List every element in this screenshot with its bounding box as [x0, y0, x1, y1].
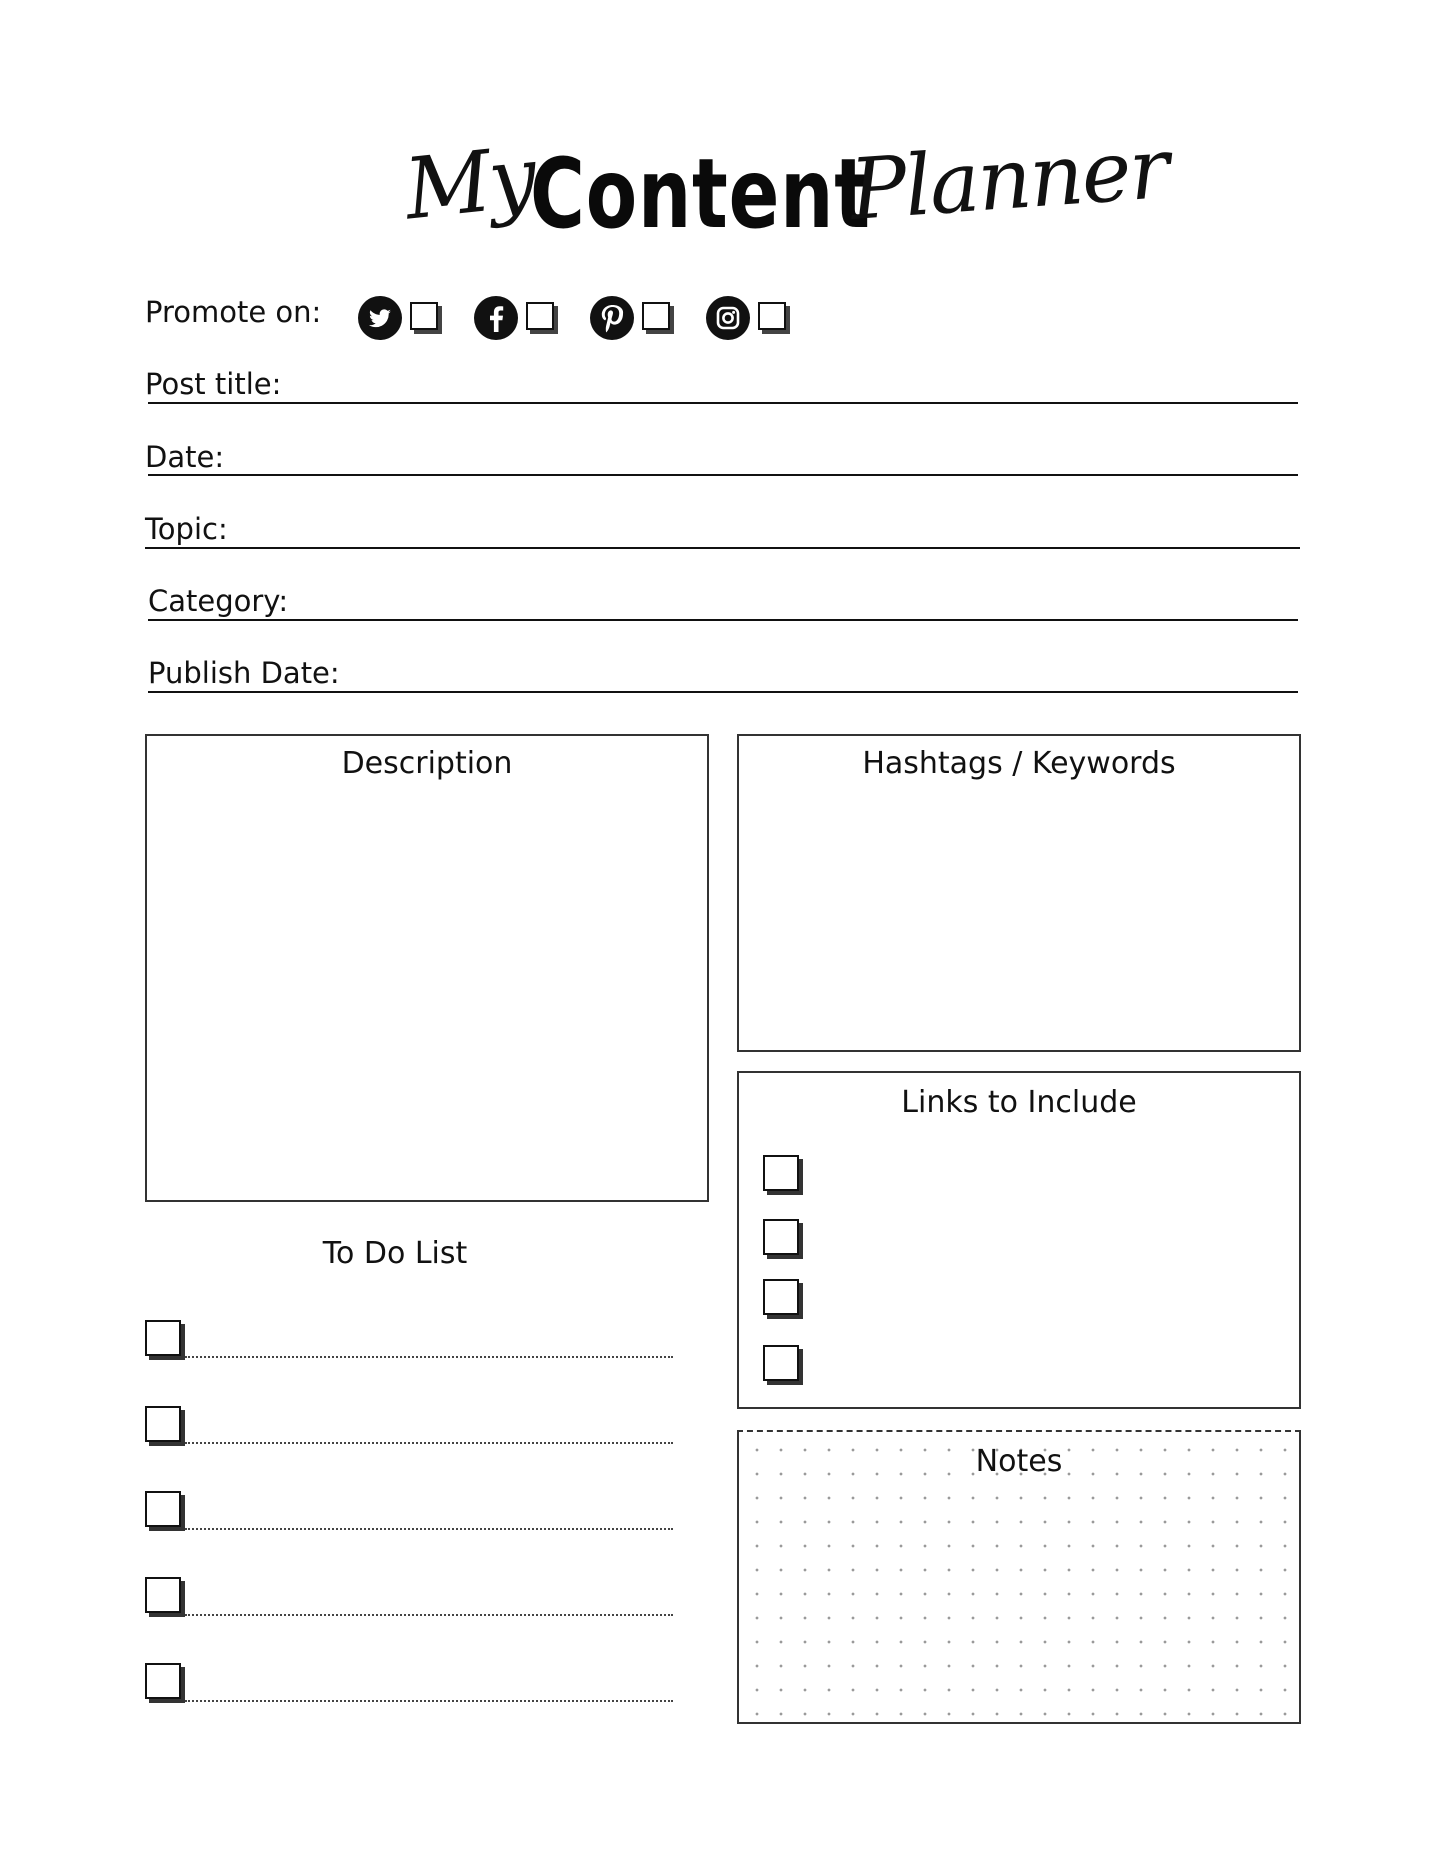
category-label: Category: [148, 584, 289, 618]
links-box [737, 1071, 1301, 1409]
todo-line-4[interactable] [185, 1614, 673, 1616]
todo-checkbox-3[interactable] [145, 1491, 181, 1527]
links-title: Links to Include [901, 1085, 1137, 1120]
twitter-checkbox[interactable] [410, 302, 438, 330]
link-checkbox-2[interactable] [763, 1219, 799, 1255]
todo-line-5[interactable] [185, 1700, 673, 1702]
notes-box[interactable] [737, 1430, 1301, 1724]
category-line[interactable] [148, 619, 1298, 621]
pinterest-icon [590, 296, 634, 340]
title-content: Content [530, 138, 871, 250]
title-planner: Planner [846, 119, 1171, 239]
pinterest-checkbox[interactable] [642, 302, 670, 330]
todo-checkbox-4[interactable] [145, 1577, 181, 1613]
publish-date-line[interactable] [148, 691, 1298, 693]
todo-line-1[interactable] [185, 1356, 673, 1358]
hashtags-box[interactable] [737, 734, 1301, 1052]
instagram-icon [706, 296, 750, 340]
date-line[interactable] [148, 474, 1298, 476]
link-checkbox-3[interactable] [763, 1279, 799, 1315]
topic-label: Topic: [145, 512, 228, 546]
todo-checkbox-1[interactable] [145, 1320, 181, 1356]
todo-line-2[interactable] [185, 1442, 673, 1444]
topic-line[interactable] [145, 547, 1300, 549]
title-my: My [400, 127, 540, 239]
todo-checkbox-2[interactable] [145, 1406, 181, 1442]
post-title-label: Post title: [145, 367, 282, 401]
date-label: Date: [145, 440, 225, 474]
notes-title: Notes [975, 1444, 1063, 1479]
page-title [0, 110, 1445, 270]
twitter-icon [358, 296, 402, 340]
link-checkbox-4[interactable] [763, 1345, 799, 1381]
description-box[interactable] [145, 734, 709, 1202]
todo-title: To Do List [322, 1236, 468, 1271]
todo-line-3[interactable] [185, 1528, 673, 1530]
facebook-icon [474, 296, 518, 340]
description-title: Description [341, 746, 513, 781]
link-checkbox-1[interactable] [763, 1155, 799, 1191]
instagram-checkbox[interactable] [758, 302, 786, 330]
publish-date-label: Publish Date: [148, 656, 340, 690]
promote-label: Promote on: [145, 295, 322, 329]
post-title-line[interactable] [148, 402, 1298, 404]
hashtags-title: Hashtags / Keywords [862, 746, 1176, 781]
todo-checkbox-5[interactable] [145, 1663, 181, 1699]
facebook-checkbox[interactable] [526, 302, 554, 330]
